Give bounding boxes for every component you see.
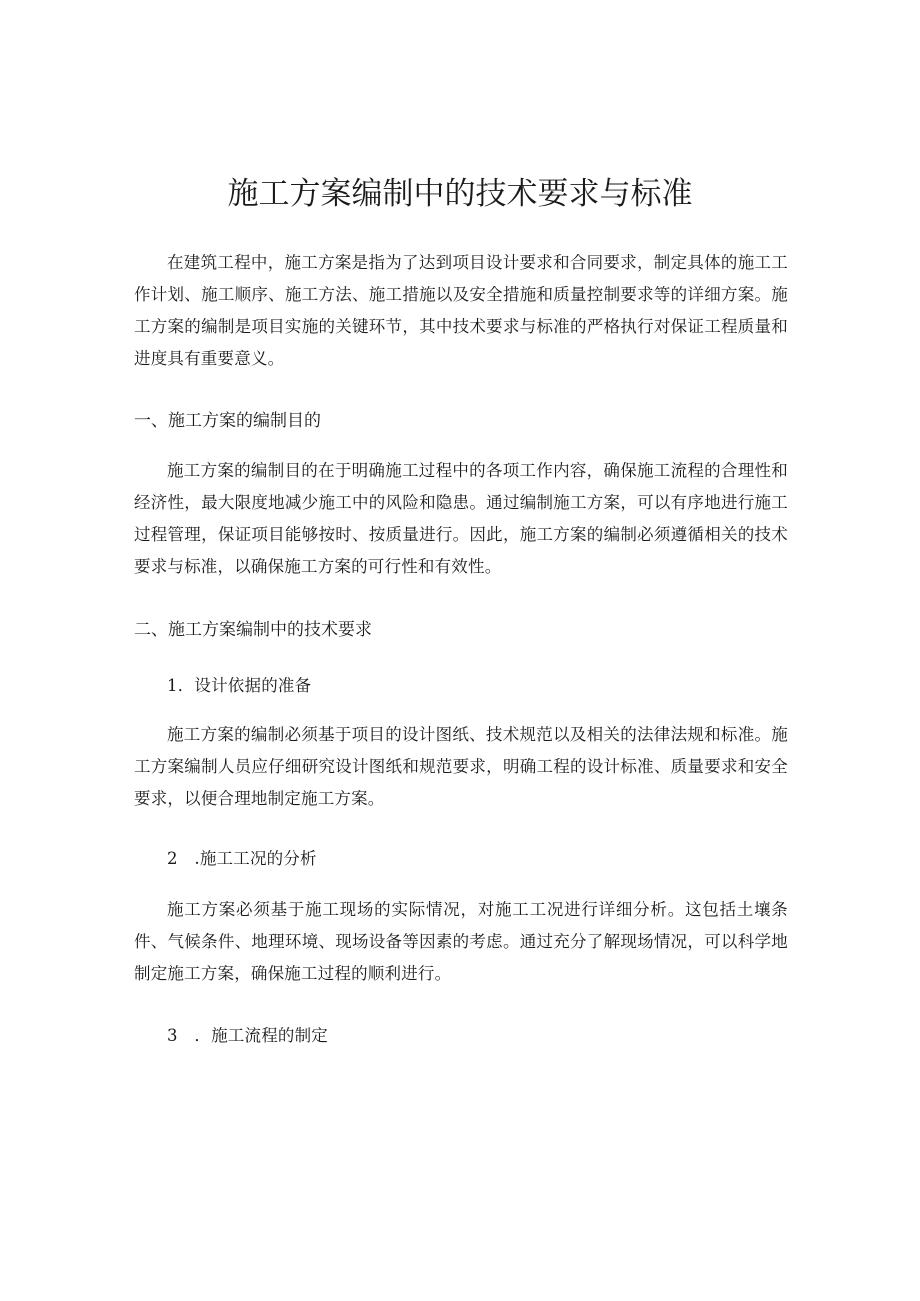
item-2-paragraph: 施工方案必须基于施工现场的实际情况，对施工工况进行详细分析。这包括土壤条件、气候条件、地理环境、现场设备等因素的考虑。通过充分了解现场情况，可以科学地制定施工方案，确保施工过程的顺利进行。 <box>134 900 788 983</box>
intro-paragraph: 在建筑工程中，施工方案是指为了达到项目设计要求和合同要求，制定具体的施工工作计划、施工顺序、施工方法、施工措施以及安全措施和质量控制要求等的详细方案。施工方案的编制是项目实施的关键环节，其中技术要求与标准的严格执行对保证工程质量和进度具有重要意义。 <box>134 253 788 368</box>
item-1-paragraph: 施工方案的编制必须基于项目的设计图纸、技术规范以及相关的法律法规和标准。施工方案编制人员应仔细研究设计图纸和规范要求，明确工程的设计标准、质量要求和安全要求，以便合理地制定施工方案。 <box>134 725 788 808</box>
item-1-heading: 1．设计依据的准备 <box>167 676 312 695</box>
section-1-heading: 一、施工方案的编制目的 <box>134 411 321 431</box>
section-1-paragraph: 施工方案的编制目的在于明确施工过程中的各项工作内容，确保施工流程的合理性和经济性，最大限度地减少施工中的风险和隐患。通过编制施工方案，可以有序地进行施工过程管理，保证项目能够按时、按质量进行。因此，施工方案的编制必须遵循相关的技术要求与标准，以确保施工方案的可行性和有效性。 <box>134 461 788 576</box>
document-title: 施工方案编制中的技术要求与标准 <box>227 176 693 212</box>
section-2-heading: 二、施工方案编制中的技术要求 <box>134 620 372 640</box>
item-3-heading: 3 ．施工流程的制定 <box>167 1026 328 1045</box>
item-2-heading: 2 .施工工况的分析 <box>167 849 317 868</box>
